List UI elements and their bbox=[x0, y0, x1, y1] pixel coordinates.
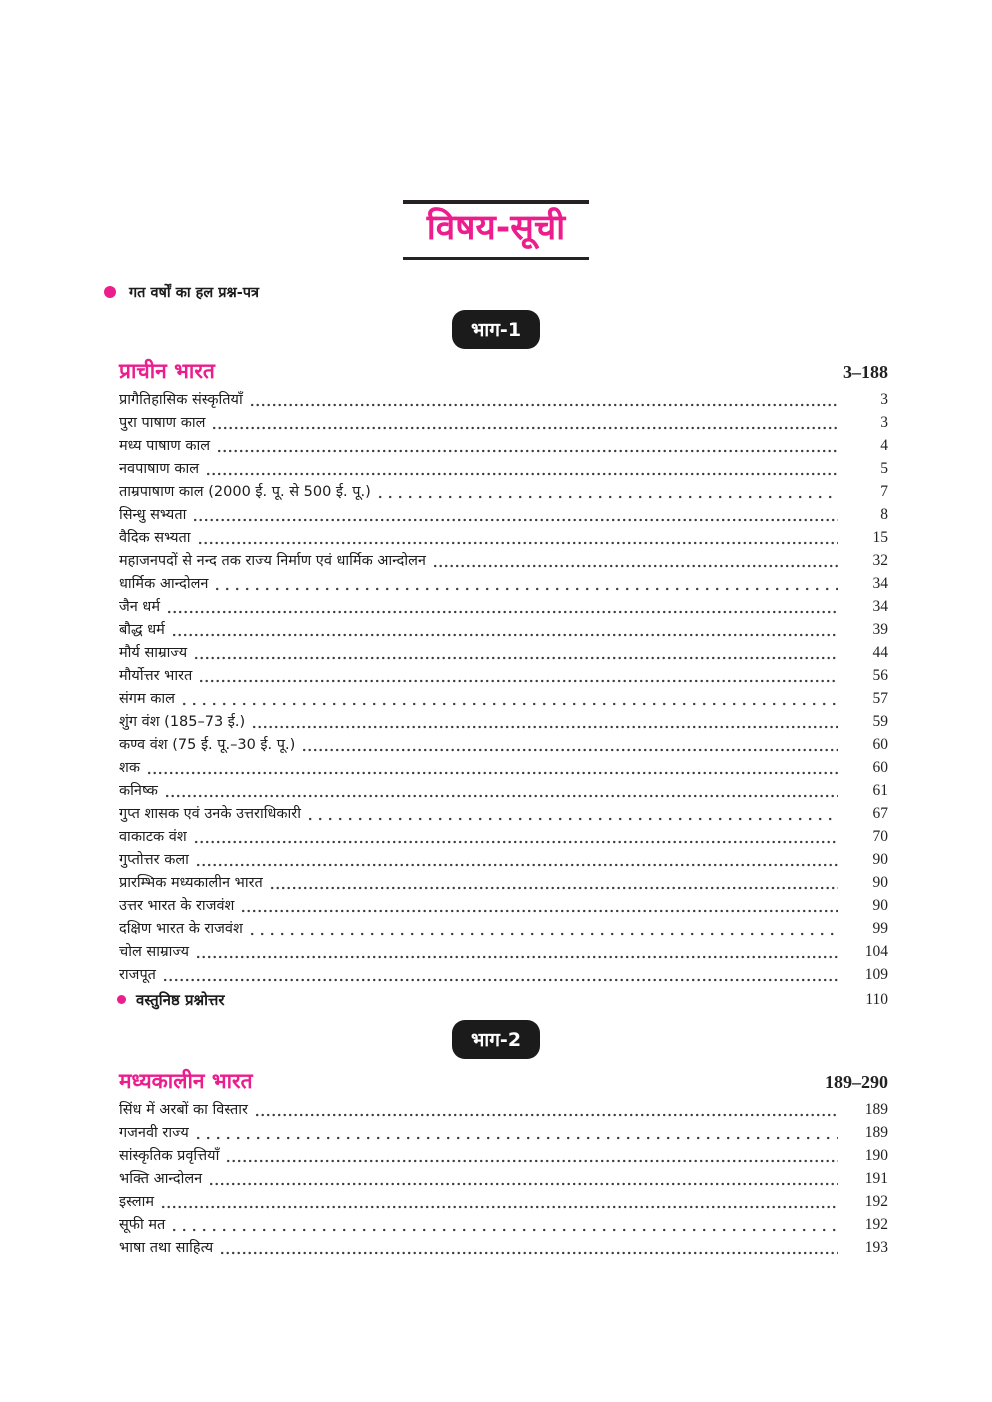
toc-entry-title: सिंध में अरबों का विस्तार bbox=[119, 1101, 248, 1118]
toc-entry[interactable] bbox=[119, 1237, 888, 1260]
toc-entry[interactable] bbox=[119, 1191, 888, 1214]
toc-entry[interactable] bbox=[119, 642, 888, 665]
toc-entry-page: 3 bbox=[880, 413, 888, 431]
part2-entries bbox=[119, 1099, 888, 1260]
dot-leader bbox=[197, 863, 838, 867]
part1-badge: भाग-1 bbox=[452, 310, 540, 349]
dot-leader bbox=[197, 1136, 838, 1140]
toc-entry[interactable] bbox=[119, 918, 888, 941]
part-1-section bbox=[0, 310, 992, 1012]
toc-entry-title: सांस्कृतिक प्रवृत्तियाँ bbox=[119, 1147, 220, 1164]
toc-entry[interactable] bbox=[119, 1122, 888, 1145]
toc-entry-title: बौद्ध धर्म bbox=[119, 621, 165, 638]
dot-leader bbox=[195, 840, 838, 844]
toc-entry[interactable] bbox=[119, 849, 888, 872]
toc-entry-title: राजपूत bbox=[119, 966, 156, 983]
dot-leader bbox=[197, 955, 838, 959]
toc-entry-title: ताम्रपाषाण काल (2000 ई. पू. से 500 ई. पू.) bbox=[119, 483, 371, 500]
toc-entry[interactable] bbox=[119, 527, 888, 550]
solved-papers-label: गत वर्षों का हल प्रश्न-पत्र bbox=[129, 284, 260, 301]
toc-entry-page: 60 bbox=[872, 758, 888, 776]
part1-section-title: प्राचीन भारत bbox=[119, 358, 215, 383]
toc-entry-title: प्रारम्भिक मध्यकालीन भारत bbox=[119, 874, 263, 891]
toc-entry-title: सिन्धु सभ्यता bbox=[119, 506, 187, 523]
dot-leader bbox=[162, 1205, 838, 1209]
toc-entry-title: गुप्त शासक एवं उनके उत्तराधिकारी bbox=[119, 805, 301, 822]
toc-entry[interactable] bbox=[119, 573, 888, 596]
toc-entry-page: 192 bbox=[864, 1215, 888, 1233]
dot-leader bbox=[434, 564, 838, 568]
page-title: विषय-सूची bbox=[426, 208, 566, 248]
objective-questions-page: 110 bbox=[865, 990, 888, 1008]
toc-entry[interactable] bbox=[119, 412, 888, 435]
toc-entry[interactable] bbox=[119, 665, 888, 688]
dot-leader bbox=[227, 1159, 838, 1163]
toc-entry-title: नवपाषाण काल bbox=[119, 460, 200, 477]
toc-entry-page: 32 bbox=[872, 551, 888, 569]
toc-entry-title: शुंग वंश (185–73 ई.) bbox=[119, 713, 246, 730]
dot-leader bbox=[148, 771, 838, 775]
toc-entry-page: 99 bbox=[872, 919, 888, 937]
part2-badge: भाग-2 bbox=[452, 1020, 540, 1059]
toc-entry[interactable] bbox=[119, 1214, 888, 1237]
toc-entry-page: 7 bbox=[880, 482, 888, 500]
toc-entry[interactable] bbox=[119, 481, 888, 504]
toc-entry-title: गजनवी राज्य bbox=[119, 1124, 189, 1141]
toc-entry-title: शक bbox=[119, 759, 140, 776]
toc-entry-title: पुरा पाषाण काल bbox=[119, 414, 206, 431]
toc-entry-page: 109 bbox=[864, 965, 888, 983]
toc-entry[interactable] bbox=[119, 734, 888, 757]
toc-entry[interactable] bbox=[119, 596, 888, 619]
part2-section-head bbox=[119, 1067, 888, 1095]
toc-entry[interactable] bbox=[119, 757, 888, 780]
toc-entry[interactable] bbox=[119, 389, 888, 412]
toc-entry[interactable] bbox=[119, 895, 888, 918]
toc-entry-page: 34 bbox=[872, 574, 888, 592]
toc-entry-page: 61 bbox=[872, 781, 888, 799]
toc-entry-title: धार्मिक आन्दोलन bbox=[119, 575, 209, 592]
dot-leader bbox=[195, 656, 838, 660]
objective-questions-row[interactable] bbox=[117, 988, 888, 1012]
toc-entry-page: 190 bbox=[864, 1146, 888, 1164]
toc-entry[interactable] bbox=[119, 826, 888, 849]
toc-entry-page: 90 bbox=[872, 850, 888, 868]
toc-entry-title: वैदिक सभ्यता bbox=[119, 529, 191, 546]
toc-entry-title: महाजनपदों से नन्द तक राज्य निर्माण एवं धार्मिक आन्दोलन bbox=[119, 552, 426, 569]
objective-questions-label: वस्तुनिष्ठ प्रश्नोत्तर bbox=[136, 990, 225, 1009]
toc-entry-page: 70 bbox=[872, 827, 888, 845]
title-rule-bottom bbox=[403, 257, 589, 260]
part2-page-range: 189–290 bbox=[825, 1071, 888, 1092]
toc-entry-page: 8 bbox=[880, 505, 888, 523]
dot-leader bbox=[221, 1251, 838, 1255]
toc-entry-page: 3 bbox=[880, 390, 888, 408]
toc-entry[interactable] bbox=[119, 504, 888, 527]
toc-entry-title: जैन धर्म bbox=[119, 598, 161, 615]
toc-entry-title: इस्लाम bbox=[119, 1193, 155, 1210]
toc-entry-title: भक्ति आन्दोलन bbox=[119, 1170, 203, 1187]
toc-entry-page: 57 bbox=[872, 689, 888, 707]
dot-leader bbox=[199, 541, 838, 545]
dot-leader bbox=[173, 1228, 838, 1232]
dot-leader bbox=[183, 702, 838, 706]
dot-leader bbox=[168, 610, 838, 614]
toc-entry[interactable] bbox=[119, 803, 888, 826]
toc-entry[interactable] bbox=[119, 964, 888, 987]
toc-entry-title: मौर्योत्तर भारत bbox=[119, 667, 193, 684]
toc-entry-title: गुप्तोत्तर कला bbox=[119, 851, 189, 868]
part1-section-head bbox=[119, 357, 888, 385]
dot-leader bbox=[216, 587, 838, 591]
toc-entry-page: 90 bbox=[872, 873, 888, 891]
toc-entry-page: 189 bbox=[864, 1100, 888, 1118]
dot-leader bbox=[210, 1182, 838, 1186]
toc-entry[interactable] bbox=[119, 1168, 888, 1191]
dot-leader bbox=[164, 978, 838, 982]
dot-leader bbox=[173, 633, 838, 637]
bullet-icon bbox=[117, 995, 126, 1004]
toc-entry-title: वाकाटक वंश bbox=[119, 828, 187, 845]
toc-entry[interactable] bbox=[119, 941, 888, 964]
dot-leader bbox=[218, 449, 838, 453]
toc-entry[interactable] bbox=[119, 1145, 888, 1168]
toc-entry-page: 5 bbox=[880, 459, 888, 477]
title-block bbox=[403, 200, 589, 260]
toc-entry-page: 90 bbox=[872, 896, 888, 914]
toc-entry[interactable] bbox=[119, 619, 888, 642]
toc-entry-page: 34 bbox=[872, 597, 888, 615]
toc-entry[interactable] bbox=[119, 780, 888, 803]
dot-leader bbox=[253, 725, 838, 729]
toc-entry-page: 56 bbox=[872, 666, 888, 684]
toc-entry[interactable] bbox=[119, 550, 888, 573]
toc-entry-page: 193 bbox=[864, 1238, 888, 1256]
toc-entry-title: संगम काल bbox=[119, 690, 175, 707]
part-2-section bbox=[0, 1020, 992, 1260]
toc-entry-title: मौर्य साम्राज्य bbox=[119, 644, 188, 661]
toc-entry-page: 44 bbox=[872, 643, 888, 661]
toc-entry[interactable] bbox=[119, 711, 888, 734]
dot-leader bbox=[271, 886, 838, 890]
toc-entry-page: 67 bbox=[872, 804, 888, 822]
toc-entry-page: 189 bbox=[864, 1123, 888, 1141]
toc-entry[interactable] bbox=[119, 1099, 888, 1122]
toc-entry-title: दक्षिण भारत के राजवंश bbox=[119, 920, 243, 937]
dot-leader bbox=[309, 817, 838, 821]
bullet-icon bbox=[104, 286, 116, 298]
dot-leader bbox=[256, 1113, 838, 1117]
toc-entry[interactable] bbox=[119, 688, 888, 711]
toc-entry-title: भाषा तथा साहित्य bbox=[119, 1239, 214, 1256]
part1-page-range: 3–188 bbox=[843, 361, 888, 382]
toc-entry[interactable] bbox=[119, 872, 888, 895]
toc-entry[interactable] bbox=[119, 435, 888, 458]
toc-entry[interactable] bbox=[119, 458, 888, 481]
dot-leader bbox=[200, 679, 838, 683]
dot-leader bbox=[251, 403, 838, 407]
toc-entry-title: मध्य पाषाण काल bbox=[119, 437, 211, 454]
dot-leader bbox=[166, 794, 838, 798]
part2-section-title: मध्यकालीन भारत bbox=[119, 1068, 253, 1093]
dot-leader bbox=[303, 748, 838, 752]
solved-papers-row bbox=[104, 282, 888, 302]
toc-entry-page: 59 bbox=[872, 712, 888, 730]
dot-leader bbox=[207, 472, 838, 476]
dot-leader bbox=[213, 426, 838, 430]
dot-leader bbox=[379, 495, 838, 499]
toc-entry-title: चोल साम्राज्य bbox=[119, 943, 190, 960]
toc-entry-page: 191 bbox=[864, 1169, 888, 1187]
toc-entry-title: उत्तर भारत के राजवंश bbox=[119, 897, 235, 914]
toc-entry-page: 4 bbox=[880, 436, 888, 454]
part1-entries bbox=[119, 389, 888, 987]
toc-entry-page: 192 bbox=[864, 1192, 888, 1210]
toc-entry-page: 15 bbox=[872, 528, 888, 546]
toc-entry-page: 39 bbox=[872, 620, 888, 638]
dot-leader bbox=[242, 909, 838, 913]
toc-entry-page: 104 bbox=[864, 942, 888, 960]
dot-leader bbox=[251, 932, 838, 936]
toc-entry-title: कण्व वंश (75 ई. पू.–30 ई. पू.) bbox=[119, 736, 296, 753]
dot-leader bbox=[194, 518, 838, 522]
toc-entry-title: कनिष्क bbox=[119, 782, 158, 799]
toc-entry-title: प्रागैतिहासिक संस्कृतियाँ bbox=[119, 391, 243, 408]
toc-entry-title: सूफी मत bbox=[119, 1216, 166, 1233]
toc-entry-page: 60 bbox=[872, 735, 888, 753]
